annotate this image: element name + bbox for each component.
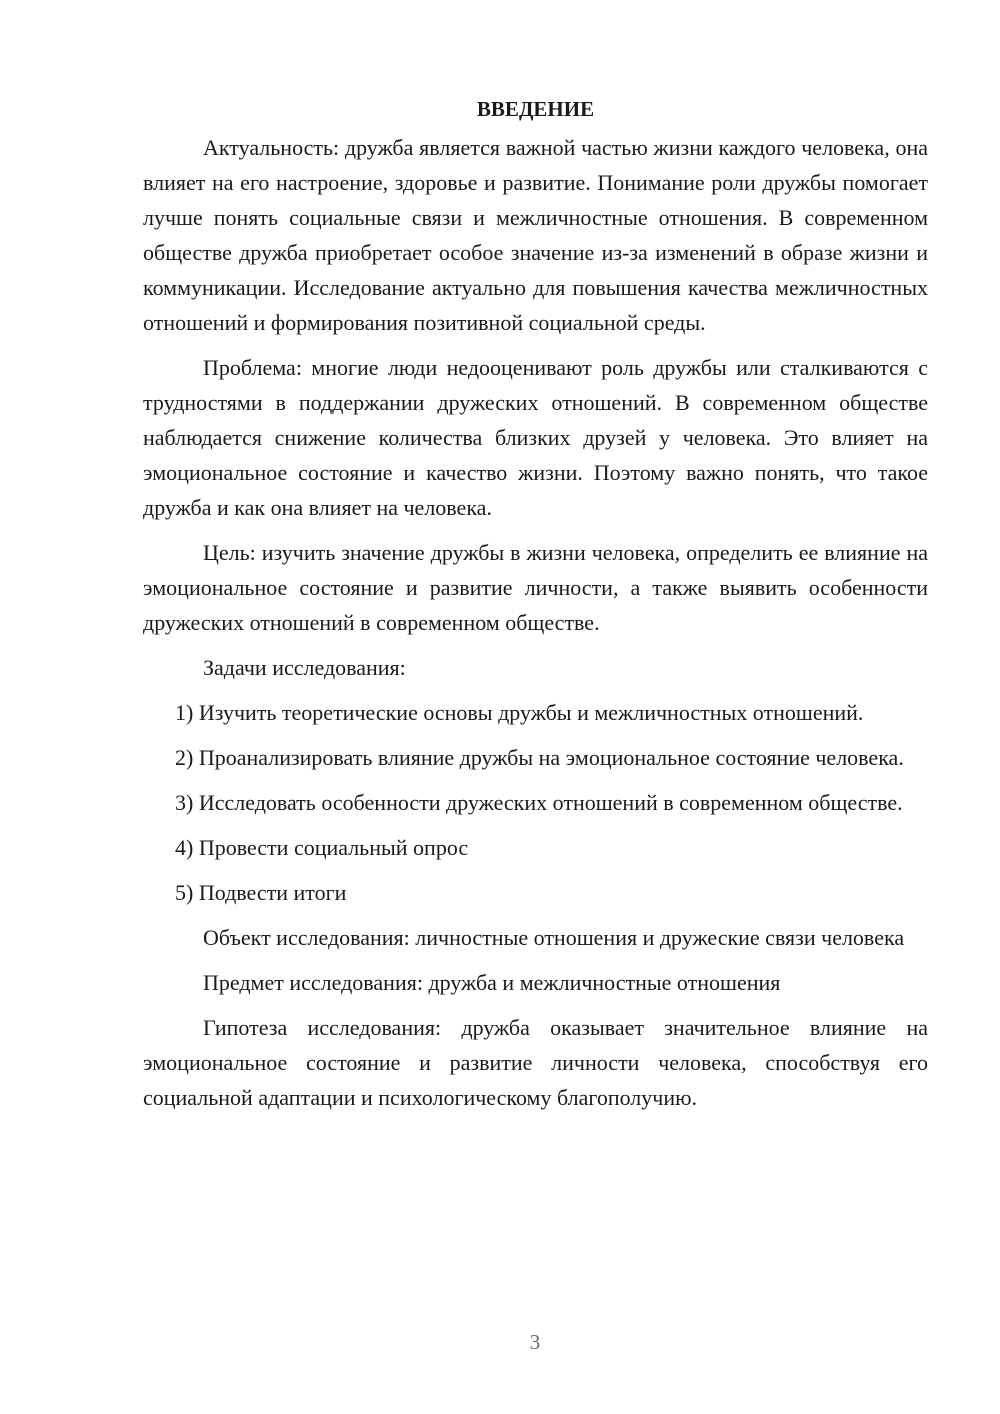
task-item-3: 3) Исследовать особенности дружеских отношений в современном обществе.	[175, 790, 903, 815]
paragraph-hypothesis: Гипотеза исследования: дружба оказывает значительное влияние на эмоциональное состояние и развитие личности человека, способствуя его социальной адаптации и психологическому благополучию.	[143, 1015, 928, 1110]
document-page	[143, 92, 928, 1125]
paragraph-subject: Предмет исследования: дружба и межличностные отношения	[203, 970, 781, 995]
page-number: 3	[529, 1330, 541, 1354]
paragraph-object: Объект исследования: личностные отношения и дружеские связи человека	[203, 925, 905, 950]
task-item-4: 4) Провести социальный опрос	[175, 835, 469, 860]
task-item-1: 1) Изучить теоретические основы дружбы и межличностных отношений.	[175, 700, 864, 725]
paragraph-goal: Цель: изучить значение дружбы в жизни человека, определить ее влияние на эмоциональное состояние и развитие личности, а также выявить особенности дружеских отношений в современном обществе.	[143, 540, 928, 635]
paragraph-tasks-heading: Задачи исследования:	[203, 655, 406, 680]
section-title: ВВЕДЕНИЕ	[476, 97, 595, 121]
paragraph-problem: Проблема: многие люди недооценивают роль дружбы или сталкиваются с трудностями в поддержании дружеских отношений. В современном обществе наблюдается снижение количества близких друзей у человека. Это влияет на эмоциональное состояние и качество жизни. Поэтому важно понять, что такое дружба и как она влияет на человека.	[143, 355, 928, 520]
paragraph-relevance: Актуальность: дружба является важной частью жизни каждого человека, она влияет на его настроение, здоровье и развитие. Понимание роли дружбы помогает лучше понять социальные связи и межличностные отношения. В современном обществе дружба приобретает особое значение из-за изменений в образе жизни и коммуникации. Исследование актуально для повышения качества межличностных отношений и формирования позитивной социальной среды.	[143, 135, 928, 335]
task-item-5: 5) Подвести итоги	[175, 880, 347, 905]
task-item-2: 2) Проанализировать влияние дружбы на эмоциональное состояние человека.	[175, 745, 904, 770]
